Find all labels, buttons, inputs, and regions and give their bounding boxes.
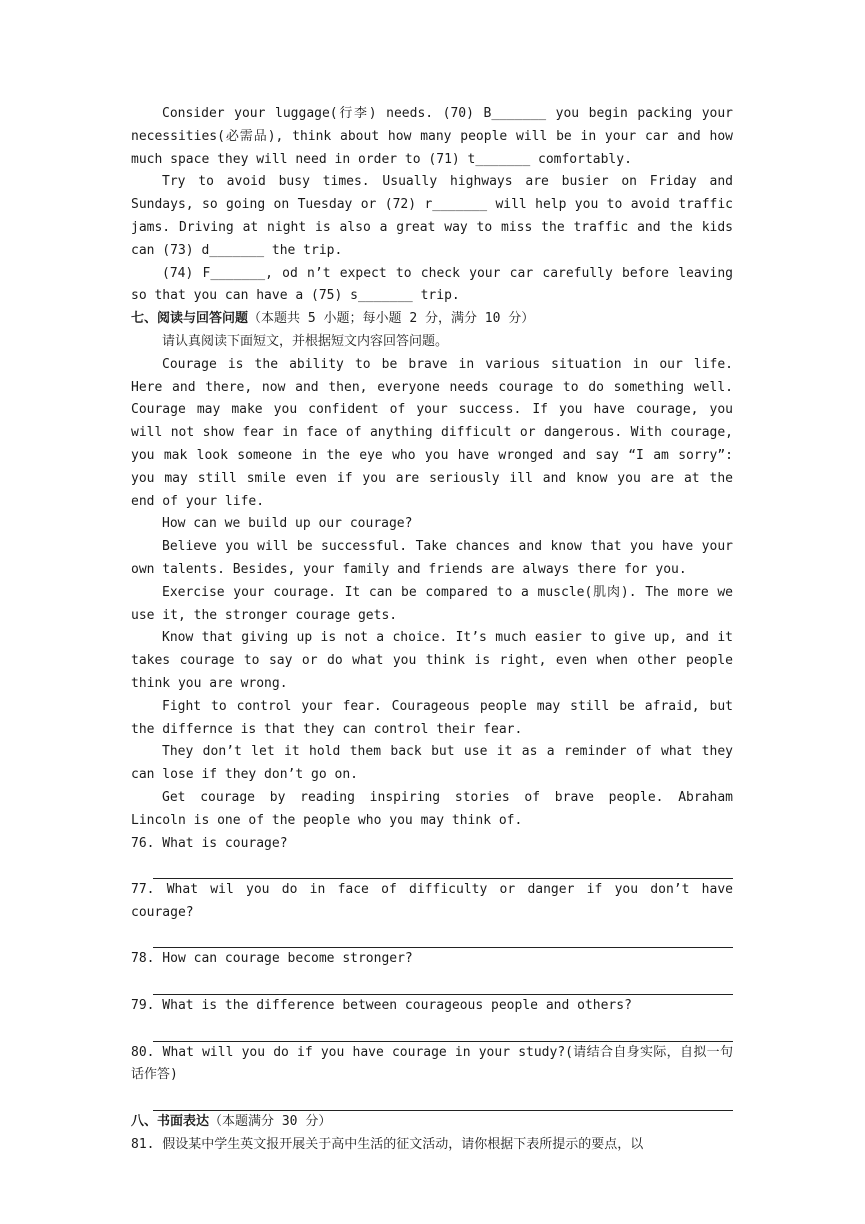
reading-paragraph: Courage is the ability to be brave in various situation in our life. Here and there, now and then, everyone needs courage to do something well. Courage may make you confident of your success. If you have courage, you will not show fear in face of anything difficult or dangerous. With courage, you mak look someone in the eye who you have wronged and say “I am sorry”: you may still smile even if you are seriously ill and know you are at the end of your life. <box>131 356 733 509</box>
question-80: 80. What will you do if you have courage in your study?(请结合自身实际，自拟一句话作答) <box>131 1044 733 1083</box>
reading-paragraph: Exercise your courage. It can be compared to a muscle(肌肉). The more we use it, the stronger courage gets. <box>131 584 733 623</box>
question-79: 79. What is the difference between courageous people and others? <box>131 998 632 1014</box>
reading-paragraph: Know that giving up is not a choice. It’s much easier to give up, and it takes courage to say or do what you think is right, even when other people think you are wrong. <box>131 630 733 691</box>
answer-line-78[interactable] <box>153 971 733 995</box>
answer-line-80[interactable] <box>153 1087 733 1111</box>
writing-prompt: 81. 假设某中学生英文报开展关于高中生活的征文活动，请你根据下表所提示的要点，以 <box>131 1136 644 1152</box>
question-76: 76. What is courage? <box>131 835 288 851</box>
reading-paragraph: How can we build up our courage? <box>162 516 413 532</box>
answer-line-79[interactable] <box>153 1018 733 1042</box>
reading-paragraph: Believe you will be successful. Take chances and know that you have your own talents. Besides, your family and friends are always there for you. <box>131 539 733 577</box>
section-7-heading <box>131 308 733 331</box>
section-7-title: 七、阅读与回答问题 <box>131 311 249 327</box>
answer-line-77[interactable] <box>153 925 733 949</box>
section-8-note: （本题满分 30 分） <box>209 1114 332 1130</box>
question-78: 78. How can courage become stronger? <box>131 951 413 967</box>
section-7-note: （本题共 5 小题；每小题 2 分，满分 10 分） <box>248 311 535 327</box>
section-8-title: 八、书面表达 <box>131 1114 210 1130</box>
question-77: 77. What wil you do in face of difficulty or danger if you don’t have courage? <box>131 882 733 920</box>
section-7-instruction: 请认真阅读下面短文，并根据短文内容回答问题。 <box>162 333 449 349</box>
reading-paragraph: Get courage by reading inspiring stories of brave people. Abraham Lincoln is one of the people who you may think of. <box>131 789 733 828</box>
answer-line-76[interactable] <box>153 855 733 879</box>
exam-page <box>131 103 733 1157</box>
reading-paragraph: They don’t let it hold them back but use it as a reminder of what they can lose if they don’t go on. <box>131 744 733 783</box>
cloze-paragraph: Try to avoid busy times. Usually highways are busier on Friday and Sundays, so going on Tuesday or (72) r_______ will help you to avoid traffic jams. Driving at night is also a great way to miss the traffic and the kids can (73) d_______ the trip. <box>131 174 733 258</box>
cloze-paragraph: Consider your luggage(行李) needs. (70) B_______ you begin packing your necessities(必需品), think about how many people will be in your car and how much space they will need in order to (71) t_______ comfortably. <box>131 106 733 167</box>
reading-paragraph: Fight to control your fear. Courageous people may still be afraid, but the differnce is that they can control their fear. <box>131 698 733 737</box>
cloze-paragraph: (74) F_______, od n’t expect to check your car carefully before leaving so that you can have a (75) s_______ trip. <box>131 265 733 304</box>
section-8-heading <box>131 1111 733 1134</box>
